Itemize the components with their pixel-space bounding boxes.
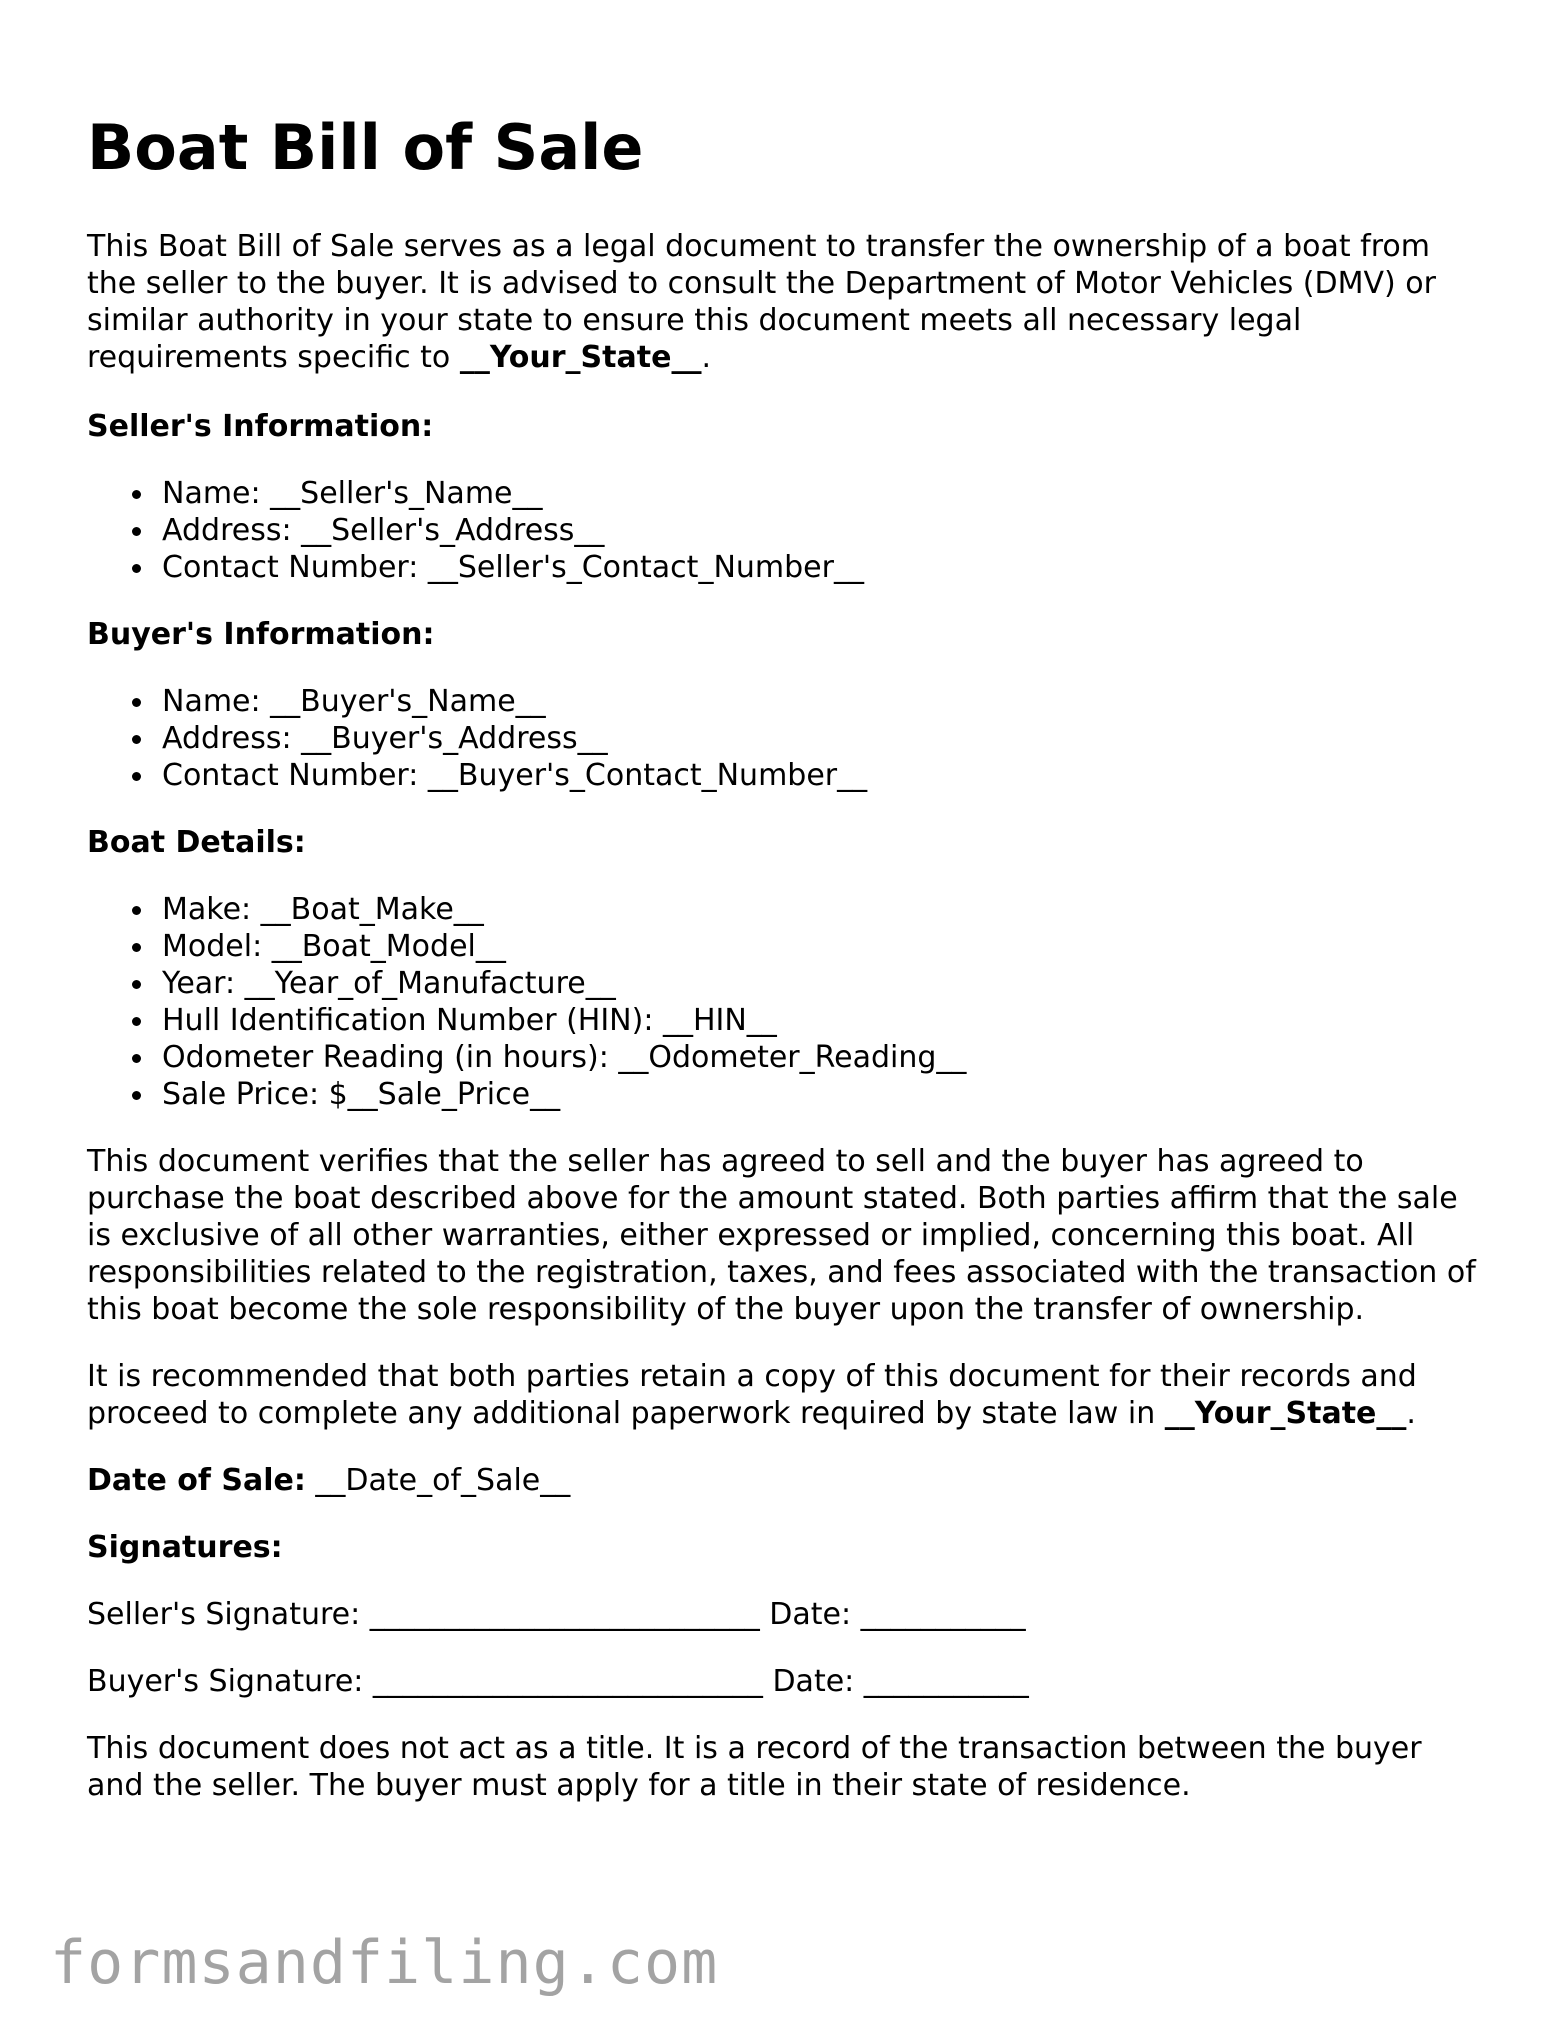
seller-list xyxy=(87,475,1487,586)
buyer-name-item: Name: __Buyer's_Name__ xyxy=(162,683,1487,720)
boat-odometer-item: Odometer Reading (in hours): __Odometer_Reading__ xyxy=(162,1039,1487,1076)
document-title: Boat Bill of Sale xyxy=(87,111,644,184)
boat-model-item: Model: __Boat_Model__ xyxy=(162,928,1487,965)
intro-state-placeholder: __Your_State__ xyxy=(459,340,702,375)
boat-heading: Boat Details: xyxy=(87,825,306,860)
buyer-signature-line: Buyer's Signature: __________________________ Date: ___________ xyxy=(87,1664,1029,1699)
intro-end: . xyxy=(701,340,711,375)
verification-paragraph: This document verifies that the seller has agreed to sell and the buyer has agreed to purchase the boat described above for the amount stated. Both parties affirm that the sale is exclusive of all other warranties, either expressed or implied, concerning this boat. All responsibilities related to the registration, taxes, and fees associated with the transaction of this boat become the sole responsibility of the buyer upon the transfer of ownership. xyxy=(87,1144,1476,1327)
recommendation-text: It is recommended that both parties retain a copy of this document for their records and proceed to complete any additional paperwork required by state law in xyxy=(87,1359,1417,1431)
intro-text: This Boat Bill of Sale serves as a legal document to transfer the ownership of a boat from the seller to the buyer. It is advised to consult the Department of Motor Vehicles (DMV) or similar authority in your state to ensure this document meets all necessary legal requirements specific to xyxy=(87,229,1436,375)
boat-details-list xyxy=(87,891,1487,1113)
recommendation-state-placeholder: __Your_State__ xyxy=(1164,1396,1407,1431)
buyer-address-item: Address: __Buyer's_Address__ xyxy=(162,720,1487,757)
seller-address-item: Address: __Seller's_Address__ xyxy=(162,512,1487,549)
watermark: formsandfiling.com xyxy=(50,1928,719,1998)
seller-name-item: Name: __Seller's_Name__ xyxy=(162,475,1487,512)
date-of-sale xyxy=(87,1462,1487,1499)
document-body xyxy=(87,108,1487,1834)
buyer-contact-item: Contact Number: __Buyer's_Contact_Number__ xyxy=(162,757,1487,794)
boat-hin-item: Hull Identification Number (HIN): __HIN__ xyxy=(162,1002,1487,1039)
boat-price-item: Sale Price: $__Sale_Price__ xyxy=(162,1076,1487,1113)
signatures-heading: Signatures: xyxy=(87,1530,283,1565)
boat-year-item: Year: __Year_of_Manufacture__ xyxy=(162,965,1487,1002)
seller-signature-line: Seller's Signature: __________________________ Date: ___________ xyxy=(87,1597,1026,1632)
date-of-sale-value: __Date_of_Sale__ xyxy=(305,1463,571,1498)
seller-contact-item: Contact Number: __Seller's_Contact_Number__ xyxy=(162,549,1487,586)
recommendation-end: . xyxy=(1406,1396,1416,1431)
recommendation-paragraph xyxy=(87,1358,1487,1432)
intro-paragraph xyxy=(87,228,1487,376)
seller-heading: Seller's Information: xyxy=(87,409,434,444)
buyer-list xyxy=(87,683,1487,794)
boat-make-item: Make: __Boat_Make__ xyxy=(162,891,1487,928)
buyer-heading: Buyer's Information: xyxy=(87,617,435,652)
date-of-sale-label: Date of Sale: xyxy=(87,1463,306,1498)
disclaimer-paragraph: This document does not act as a title. It is a record of the transaction between the buyer and the seller. The buyer must apply for a title in their state of residence. xyxy=(87,1731,1422,1803)
